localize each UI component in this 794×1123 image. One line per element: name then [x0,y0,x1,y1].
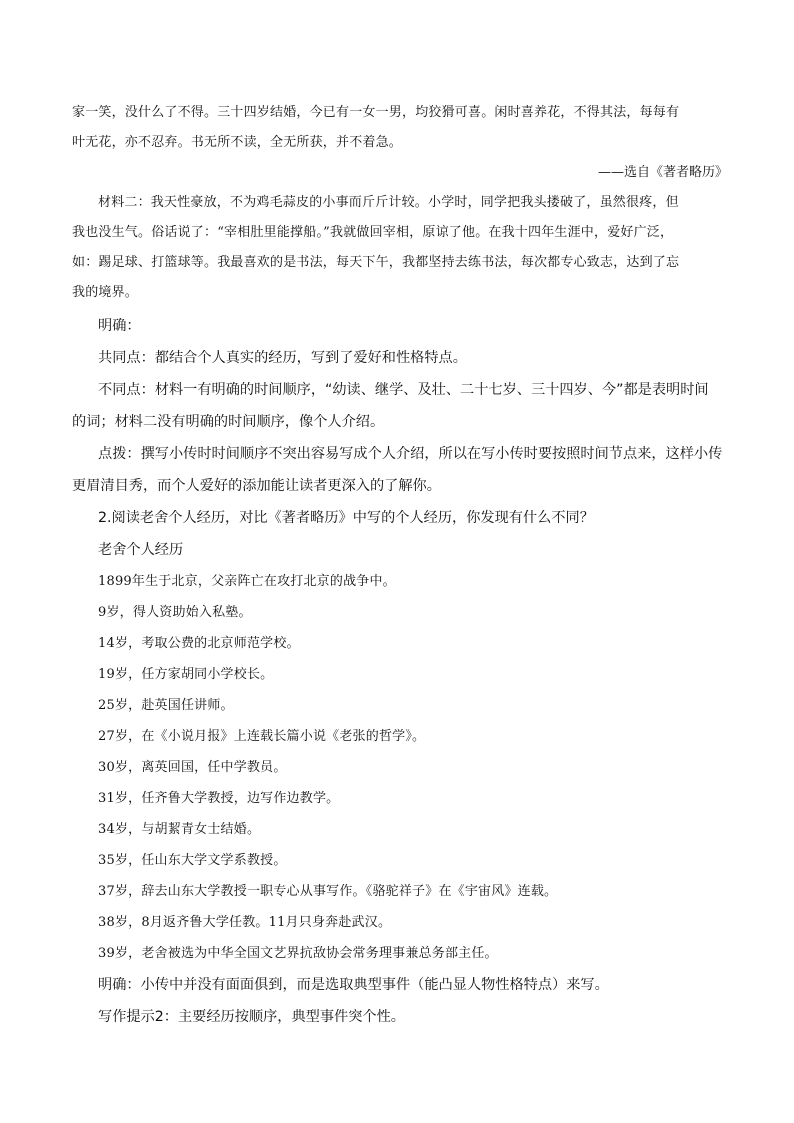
timeline-item: 25岁，赴英国任讲师。 [98,698,234,713]
conclusion-clarify: 明确：小传中并没有面面俱到，而是选取典型事件（能凸显人物性格特点）来写。 [98,977,609,993]
material2-line-4: 我的境界。 [72,285,139,300]
laoshe-timeline [72,566,728,969]
timeline-item: 37岁，辞去山东大学教授一职专心从事写作。《骆驼祥子》在《宇宙风》连载。 [98,884,558,899]
timeline-item: 34岁，与胡絜青女士结婚。 [98,822,261,837]
difference-line-1: 不同点：材料一有明确的时间顺序，“幼读、继学、及壮、二十七岁、三十四岁、今”都是表明时间 [98,382,709,398]
timeline-item: 31岁，任齐鲁大学教授，边写作边教学。 [98,791,340,806]
common-points: 共同点：都结合个人真实的经历，写到了爱好和性格特点。 [98,350,467,366]
laoshe-heading: 老舍个人经历 [98,542,184,558]
material2-line-3: 如：踢足球、打篮球等。我最喜欢的是书法，每天下午，我都坚持去练书法，每次都专心致志，达到了忘 [72,255,680,270]
clarify-label: 明确： [98,318,141,334]
document-page [72,98,728,1033]
tip-line-2: 更眉清目秀，而个人爱好的添加能让读者更深入的了解你。 [72,478,441,494]
timeline-item: 30岁，离英回国，任中学教员。 [98,760,287,775]
difference-line-2: 的词；材料二没有明确的时间顺序，像个人介绍。 [72,414,385,430]
question-2: 2.阅读老舍个人经历，对比《著者略历》中写的个人经历，你发现有什么不同？ [98,510,594,526]
material1-source: ——选自《著者略历》 [597,165,728,180]
timeline-item: 27岁，在《小说月报》上连载长篇小说《老张的哲学》。 [98,729,426,744]
timeline-item: 14岁，考取公费的北京师范学校。 [98,636,300,651]
material1-line-1: 家一笑，没什么了不得。三十四岁结婚，今已有一女一男，均狡猾可喜。闲时喜养花，不得其法，每每有 [72,105,680,120]
timeline-item: 38岁，8月返齐鲁大学任教。11月只身奔赴武汉。 [98,915,392,930]
timeline-item: 39岁，老舍被选为中华全国文艺界抗敌协会常务理事兼总务部主任。 [98,946,498,961]
writing-tip-2: 写作提示2：主要经历按顺序，典型事件突个性。 [98,1009,405,1025]
timeline-item: 1899年生于北京，父亲阵亡在攻打北京的战争中。 [98,574,396,589]
timeline-item: 9岁，得人资助始入私塾。 [98,605,252,620]
timeline-item: 35岁，任山东大学文学系教授。 [98,853,287,868]
tip-line-1: 点拨：撰写小传时时间顺序不突出容易写成个人介绍，所以在写小传时要按照时间节点来，这样小传 [98,446,723,462]
timeline-item: 19岁，任方家胡同小学校长。 [98,667,274,682]
material2-line-1: 材料二：我天性豪放，不为鸡毛蒜皮的小事而斤斤计较。小学时，同学把我头搂破了，虽然很疼，但 [98,195,679,210]
material1-line-2: 叶无花，亦不忍弃。书无所不读，全无所获，并不着急。 [72,135,403,150]
material2-line-2: 我也没生气。俗话说了：“宰相肚里能撑船。”我就做回宰相，原谅了他。在我十四年生涯中，爱好广泛， [72,225,674,240]
